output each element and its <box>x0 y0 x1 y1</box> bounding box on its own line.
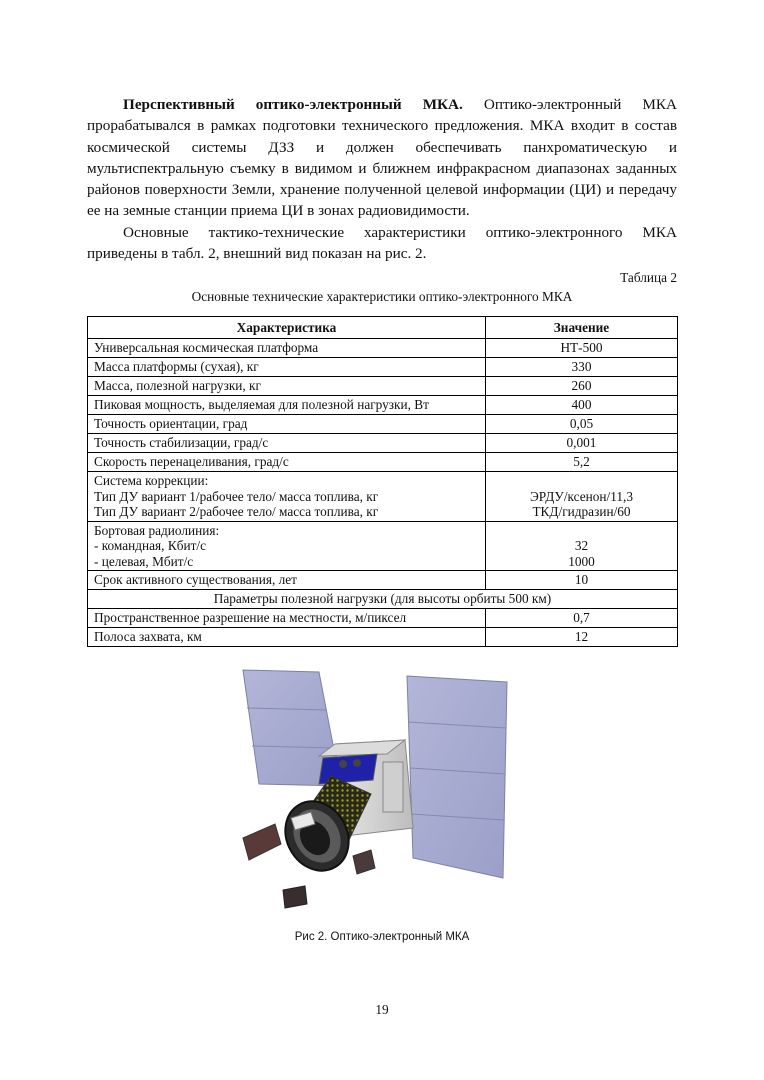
correction-line-2: Тип ДУ вариант 2/рабочее тело/ масса топлива, кг <box>94 504 379 519</box>
table-cell-label: Полоса захвата, км <box>88 628 486 647</box>
table-cell-label: Точность стабилизации, град/с <box>88 434 486 453</box>
table-header-row <box>88 317 678 339</box>
table-row <box>88 453 678 472</box>
table-section-row <box>88 590 678 609</box>
table-cell-label: Скорость перенацеливания, град/с <box>88 453 486 472</box>
table-title: Основные технические характеристики оптико-электронного МКА <box>191 289 573 304</box>
table-cell-label: Пространственное разрешение на местности, м/пиксел <box>88 609 486 628</box>
side-module-bottom <box>283 886 307 908</box>
radio-label: Бортовая радиолиния: <box>94 522 220 538</box>
radio-value-1: 32 <box>574 538 589 553</box>
table-cell-label <box>88 472 486 522</box>
table-section-header: Параметры полезной нагрузки (для высоты орбиты 500 км) <box>88 590 678 609</box>
table-cell-value: 0,001 <box>486 434 678 453</box>
table-row <box>88 609 678 628</box>
table-cell-label: Срок активного существования, лет <box>88 571 486 590</box>
table-cell-value: 0,05 <box>486 415 678 434</box>
radio-line-2: - целевая, Мбит/с <box>94 553 194 569</box>
table-row-correction <box>88 472 678 522</box>
correction-label: Система коррекции: <box>94 473 209 488</box>
table-cell-label: Точность ориентации, град <box>88 415 486 434</box>
table-cell-label: Пиковая мощность, выделяемая для полезной нагрузки, Вт <box>88 396 486 415</box>
correction-value-2: ТКД/гидразин/60 <box>532 504 631 519</box>
table-cell-value: НТ-500 <box>486 339 678 358</box>
spec-table <box>87 316 678 647</box>
table-cell-value <box>486 472 678 522</box>
table-row <box>88 628 678 647</box>
table-cell-value: 12 <box>486 628 678 647</box>
body-text <box>87 94 677 264</box>
page-number: 19 <box>375 1002 389 1017</box>
table-row <box>88 358 678 377</box>
satellite-illustration <box>235 668 535 920</box>
side-module-left <box>243 824 281 860</box>
table-cell-label: Масса платформы (сухая), кг <box>88 358 486 377</box>
radio-value-2: 1000 <box>568 553 595 569</box>
table-cell-value <box>486 521 678 571</box>
paragraph-reference: Основные тактико-технические характеристики оптико-электронного МКА приведены в табл. 2, внешний вид показан на рис. 2. <box>87 223 677 263</box>
satellite-figure <box>235 668 535 920</box>
paragraph-intro-text: Оптико-электронный МКА прорабатывался в рамках подготовки технического предложения. МКА входит в состав космической системы ДЗЗ и должен обеспечивать панхроматическую и мультиспектральную съемку в видимом и ближнем инфракрасном диапазонах заданных районов поверхности Земли, хранение полученной целевой информации (ЦИ) и передачу ее на земные станции приема ЦИ в зонах радиовидимости. <box>87 96 677 220</box>
table-row <box>88 415 678 434</box>
table-row <box>88 571 678 590</box>
table-row <box>88 339 678 358</box>
table-cell-label: Масса, полезной нагрузки, кг <box>88 377 486 396</box>
table-cell-value: 330 <box>486 358 678 377</box>
table-cell-value: 400 <box>486 396 678 415</box>
radio-line-1: - командная, Кбит/с <box>94 538 206 553</box>
table-cell-label: Универсальная космическая платформа <box>88 339 486 358</box>
right-solar-panel <box>407 676 507 878</box>
paragraph-intro <box>87 94 677 222</box>
figure-caption: Рис 2. Оптико-электронный МКА <box>294 931 470 943</box>
column-header: Значение <box>486 317 678 339</box>
table-cell-value: 0,7 <box>486 609 678 628</box>
paragraph-heading: Перспективный оптико-электронный МКА. <box>123 96 463 113</box>
column-header: Характеристика <box>88 317 486 339</box>
table-row <box>88 434 678 453</box>
correction-value-1: ЭРДУ/ксенон/11,3 <box>530 488 633 504</box>
table-row-radio <box>88 521 678 571</box>
table-row <box>88 396 678 415</box>
table-cell-value: 260 <box>486 377 678 396</box>
table-number: Таблица 2 <box>620 270 677 285</box>
table-row <box>88 377 678 396</box>
correction-line-1: Тип ДУ вариант 1/рабочее тело/ масса топлива, кг <box>94 488 379 504</box>
table-cell-value: 10 <box>486 571 678 590</box>
table-cell-value: 5,2 <box>486 453 678 472</box>
side-module-right <box>353 850 375 874</box>
table-cell-label <box>88 521 486 571</box>
